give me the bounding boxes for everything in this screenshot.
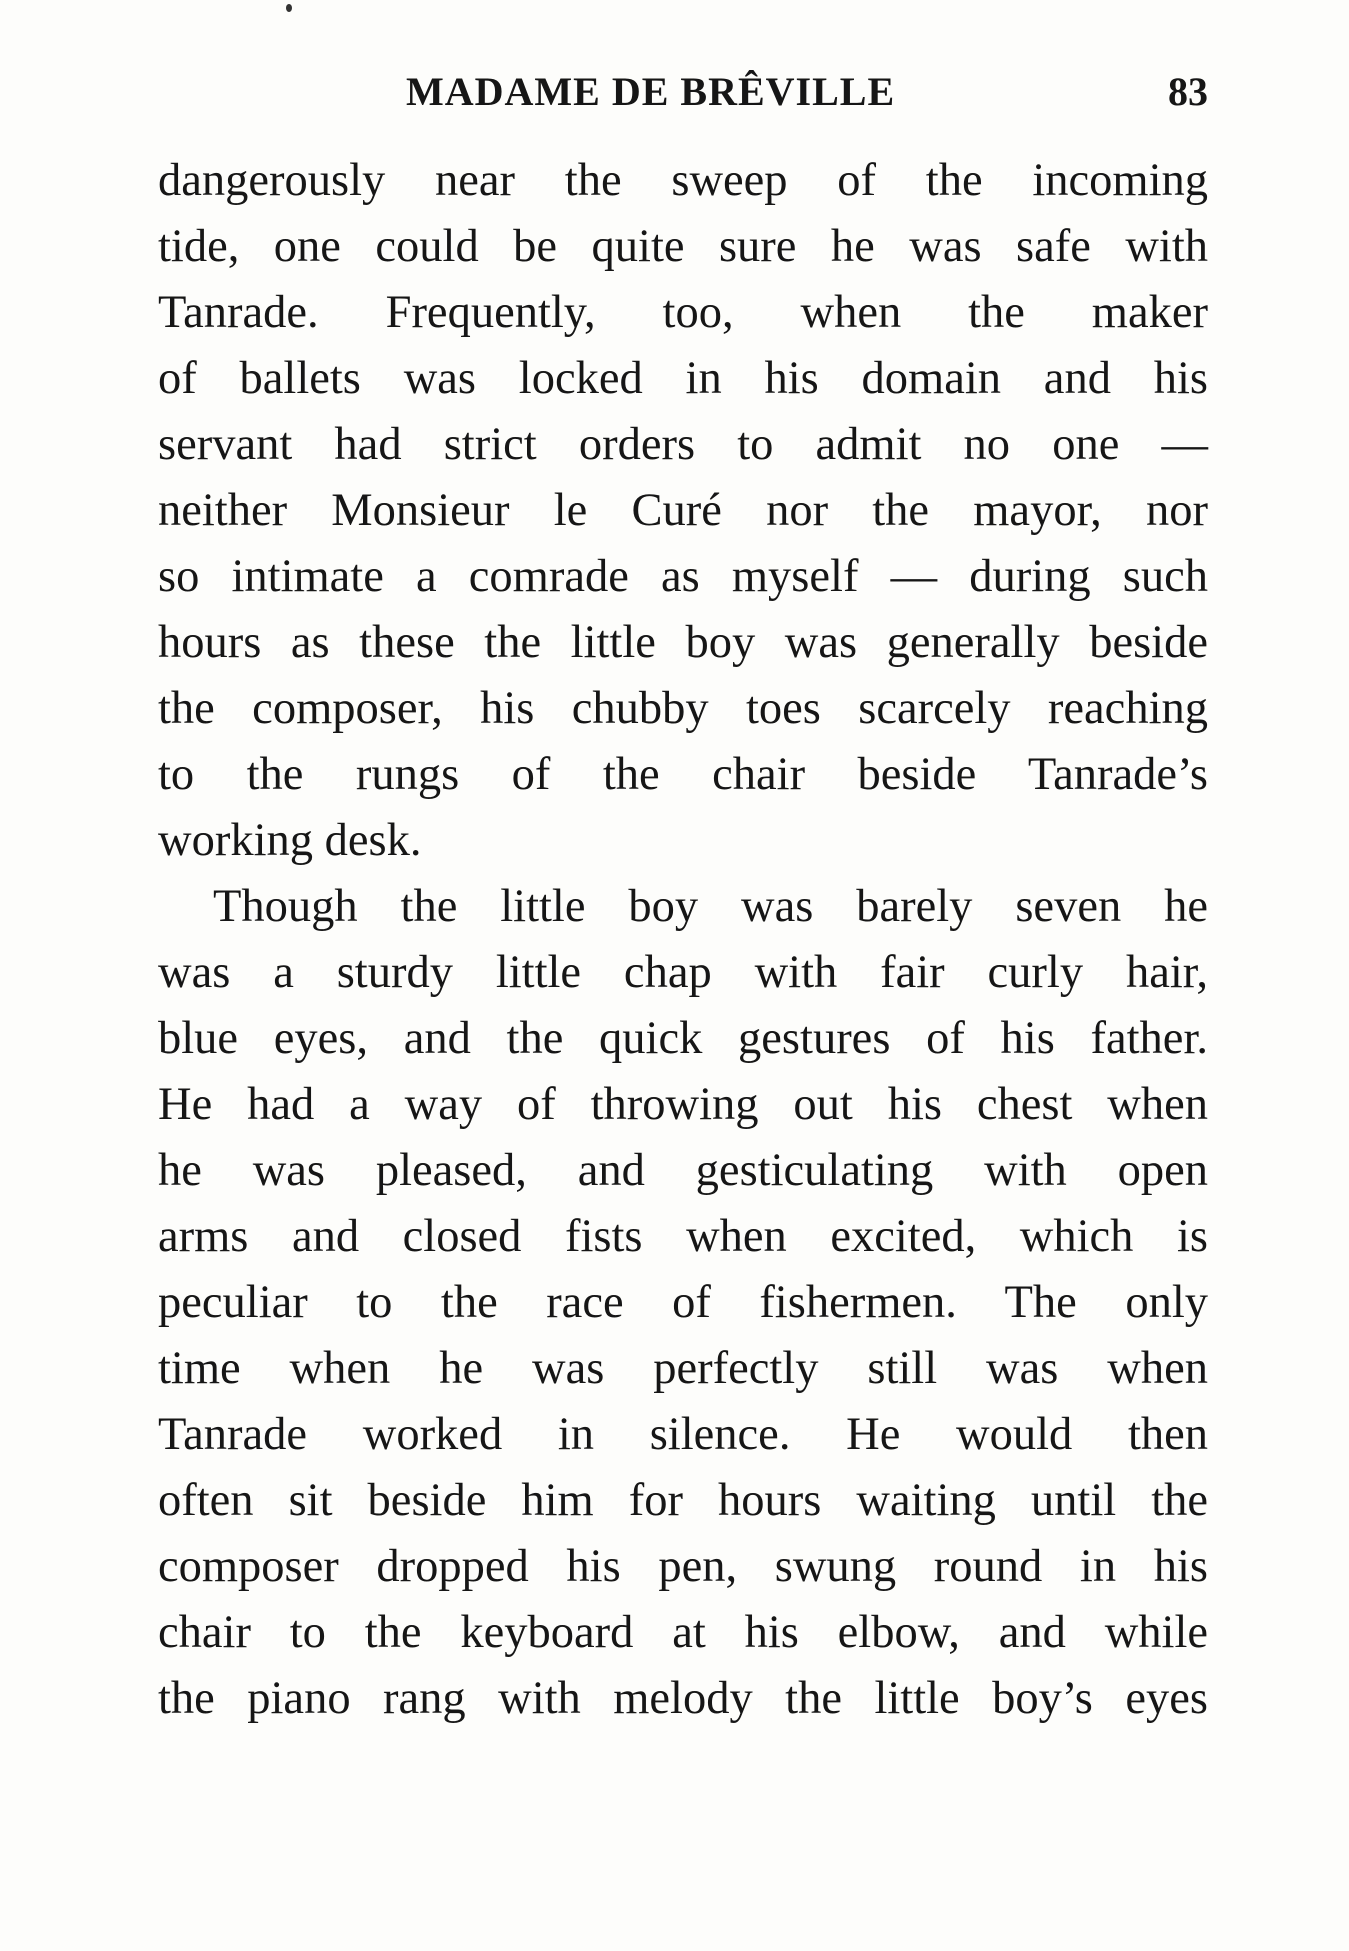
text-line: chair to the keyboard at his elbow, and while [158, 1607, 1208, 1658]
paragraph-1 [158, 148, 1208, 874]
ink-speck [286, 4, 292, 12]
text-line: composer dropped his pen, swung round in his [158, 1541, 1208, 1592]
text-line: of ballets was locked in his domain and his [158, 353, 1208, 404]
running-title: MADAME DE BRÊVILLE [406, 69, 896, 114]
text-line: he was pleased, and gesticulating with open [158, 1145, 1208, 1196]
text-line: dangerously near the sweep of the incoming [158, 155, 1208, 206]
body-text [158, 148, 1208, 1732]
page-header [158, 68, 1208, 128]
text-line: He had a way of throwing out his chest when [158, 1079, 1208, 1130]
text-line: time when he was perfectly still was when [158, 1343, 1208, 1394]
text-line: servant had strict orders to admit no one — [158, 419, 1208, 470]
text-line: working desk. [158, 815, 422, 866]
text-line: arms and closed fists when excited, which is [158, 1211, 1208, 1262]
text-line: hours as these the little boy was generally beside [158, 617, 1208, 668]
text-line: to the rungs of the chair beside Tanrade’s [158, 749, 1208, 800]
text-line: the piano rang with melody the little boy’s eyes [158, 1673, 1208, 1724]
text-line: Tanrade worked in silence. He would then [158, 1409, 1208, 1460]
paragraph-2 [158, 874, 1208, 1732]
text-line: Tanrade. Frequently, too, when the maker [158, 287, 1208, 338]
text-line: was a sturdy little chap with fair curly hair, [158, 947, 1208, 998]
text-line: tide, one could be quite sure he was safe with [158, 221, 1208, 272]
text-line: neither Monsieur le Curé nor the mayor, nor [158, 485, 1208, 536]
page-number: 83 [1168, 69, 1208, 114]
text-line: the composer, his chubby toes scarcely reaching [158, 683, 1208, 734]
text-line: so intimate a comrade as myself — during such [158, 551, 1208, 602]
text-line: peculiar to the race of fishermen. The only [158, 1277, 1208, 1328]
text-line: Though the little boy was barely seven he [213, 881, 1208, 932]
text-line: often sit beside him for hours waiting until the [158, 1475, 1208, 1526]
text-line: blue eyes, and the quick gestures of his father. [158, 1013, 1208, 1064]
